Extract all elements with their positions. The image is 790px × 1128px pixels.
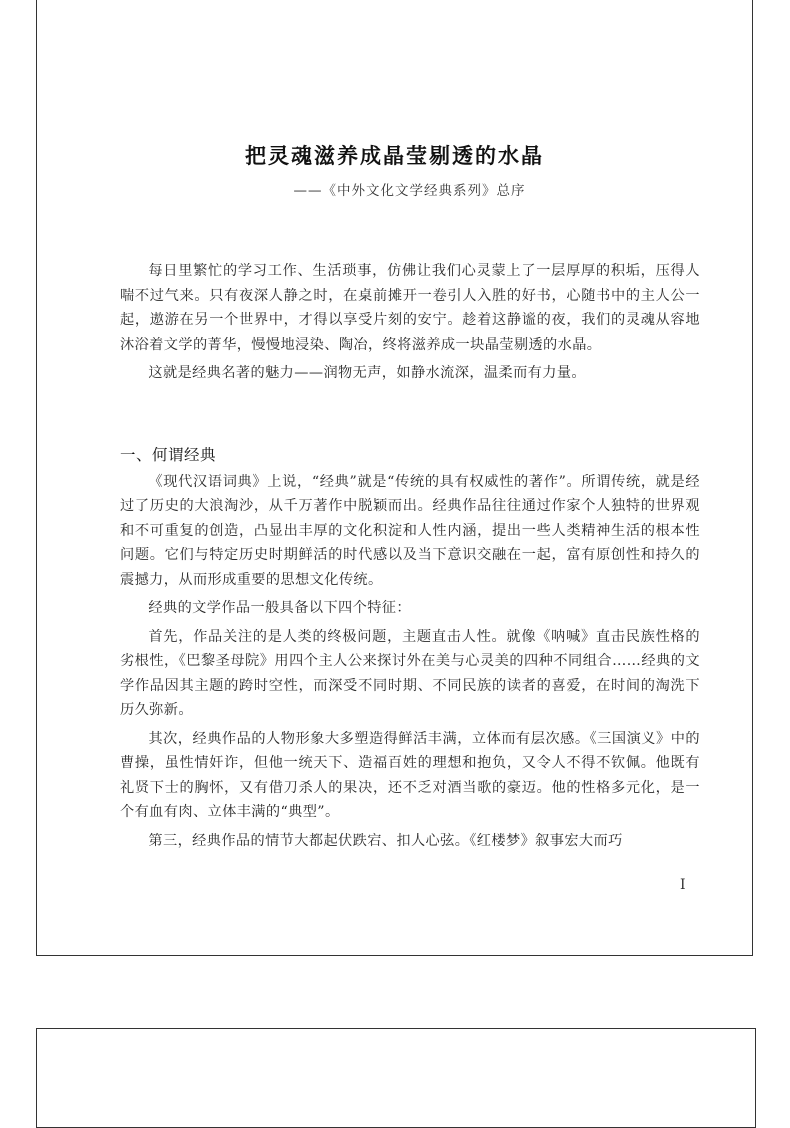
paragraph: 经典的文学作品一般具备以下四个特征： bbox=[148, 600, 411, 616]
next-page bbox=[36, 1028, 756, 1128]
paragraph: 第三，经典作品的情节大都起伏跌宕、扣人心弦。《红楼梦》叙事宏大而巧 bbox=[148, 832, 623, 849]
document-page bbox=[36, 0, 753, 956]
page-number: I bbox=[680, 877, 686, 893]
section-body bbox=[120, 437, 700, 857]
paragraph: 《现代汉语词典》上说，“经典”就是“传统的具有权威性的著作”。所谓传统，就是经过了历史的大浪淘沙，从千万著作中脱颖而出。经典作品往往通过作家个人独特的世界观和不可重复的创造，凸显出丰厚的文化积淀和人性内涵，提出一些人类精神生活的根本性问题。它们与特定历史时期鲜活的时代感以及当下意识交融在一起，富有原创性和持久的震撼力，从而形成重要的思想文化传统。 bbox=[120, 473, 700, 588]
page-subtitle: ——《中外文化文学经典系列》总序 bbox=[293, 183, 526, 199]
paragraph: 其次，经典作品的人物形象大多塑造得鲜活丰满，立体而有层次感。《三国演义》中的曹操，虽性情奸诈，但他一统天下、造福百姓的理想和抱负，又令人不得不钦佩。他既有礼贤下士的胸怀，又有借刀杀人的果决，还不乏对酒当歌的豪迈。他的性格多元化，是一个有血有肉、立体丰满的“典型”。 bbox=[120, 730, 700, 820]
paragraph: 每日里繁忙的学习工作、生活琐事，仿佛让我们心灵蒙上了一层厚厚的积垢，压得人喘不过气来。只有夜深人静之时，在桌前摊开一卷引人入胜的好书，心随书中的主人公一起，遨游在另一个世界中，才得以享受片刻的安宁。趁着这静谧的夜，我们的灵魂从容地沐浴着文学的菁华，慢慢地浸染、陶冶，终将滋养成一块晶莹剔透的水晶。 bbox=[120, 263, 700, 353]
paragraph: 首先，作品关注的是人类的终极问题，主题直击人性。就像《呐喊》直击民族性格的劣根性，《巴黎圣母院》用四个主人公来探讨外在美与心灵美的四种不同组合……经典的文学作品因其主题的跨时空性，而深受不同时期、不同民族的读者的喜爱，在时间的淘洗下历久弥新。 bbox=[120, 628, 700, 718]
page-title: 把灵魂滋养成晶莹剔透的水晶 bbox=[245, 143, 544, 168]
paragraph: 这就是经典名著的魅力——润物无声，如静水流深，温柔而有力量。 bbox=[148, 365, 587, 381]
section-heading: 一、何谓经典 bbox=[120, 446, 217, 464]
intro-text bbox=[120, 259, 700, 390]
